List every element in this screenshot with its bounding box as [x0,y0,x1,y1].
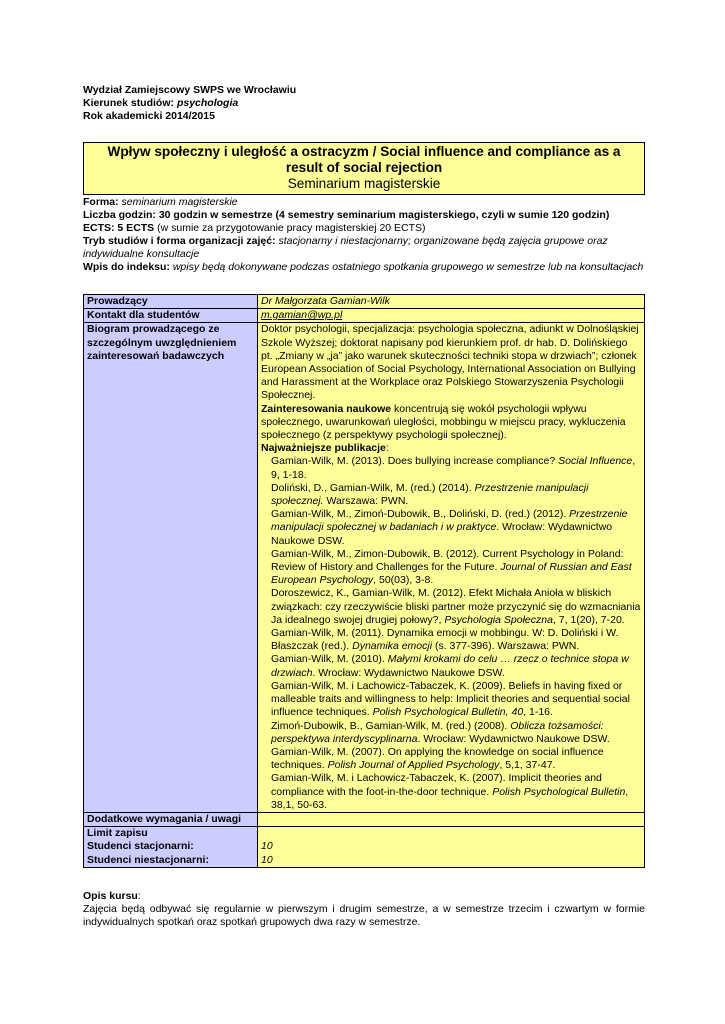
publication-item: Zimoń-Dubowik, B., Gamian-Wilk, M. (red.) (2008). Oblicza tożsamości: perspektywa interdyscyplinarna. Wrocław: Wydawnictwo Naukowe DSW. [271,719,610,745]
publications-heading: Najważniejsze publikacje: [261,442,389,455]
contact-label: Kontakt dla studentów [84,309,258,323]
full-time-students-label: Studenci stacjonarni: [87,840,194,853]
study-mode-line-2: indywidualne konsultacje [83,248,200,260]
publication-item: Gamian-Wilk, M., Zimoń-Dubowik, B., Doliński, D. (red.) (2012). Przestrzenie manipulacji społecznej w badaniach i w praktyce. Wrocław: Wydawnictwo Naukowe DSW. [271,508,628,547]
publication-item: Gamian-Wilk, M. i Lachowicz-Tabaczek, K. (2009). Beliefs in having fixed or malleable traits and willingness to help: Implicit theories and sequential social influence techniques. Polish Psychological Bulletin, 40, 1-16. [271,679,630,719]
enrollment-limit-value [261,827,641,840]
publications-list [261,455,641,811]
ects-line: ECTS: 5 ECTS (w sumie za przygotowanie pracy magisterskiej 20 ECTS) [83,222,426,234]
publication-item: Gamian-Wilk, M. (2011). Dynamika emocji w mobbingu. W: D. Doliński i W. Błaszczak (red.). Dynamika emocji (s. 377-396). Warszawa: PWN. [271,627,619,653]
document-page [83,84,645,929]
course-description [83,890,645,929]
course-title-box [83,142,645,195]
contact-email-link[interactable]: m.gamian@wp.pl [261,309,343,322]
field-of-study-value: psychologia [176,97,239,109]
field-of-study: Kierunek studiów: psychologia [83,97,239,109]
faculty-name: Wydział Zamiejscowy SWPS we Wrocławiu [83,84,297,96]
publication-item: Gamian-Wilk, M. (2007). On applying the knowledge on social influence techniques. Polish Journal of Applied Psychology, 5,1, 37-47. [271,745,604,772]
publication-item: Doroszewicz, K., Gamian-Wilk, M. (2012). Efekt Michała Anioła w bliskich związkach: czy rzeczywiście bliski partner może przyczynić się do wzmacniania Ja idealnego swojej drugiej połowy?, Psychologia Społeczna, 7, 1(20), 7-20. [271,587,641,626]
research-interests: Zainteresowania naukowe koncentrują się wokół psychologii wpływu społecznego, uwarunkowań uległości, mobbingu w miejscu pracy, wykluczenia społecznego (z perspektywy psychologii społecznej). [261,402,626,442]
enrollment-limit-label: Limit zapisu [87,827,148,840]
course-description-text: Zajęcia będą odbywać się regularnie w pierwszym i drugim semestrze, a w semestrze trzecim i czwartym w formie indywidualnych spotkań oraz spotkań grupowych dwa razy w semestrze. [83,902,645,928]
academic-year: Rok akademicki 2014/2015 [83,110,215,122]
index-entry-line: Wpis do indeksu: wpisy będą dokonywane podczas ostatniego spotkania grupowego w semestrze lub na konsultacjach [83,261,644,273]
course-details-table [83,294,645,868]
full-time-students-value: 10 [261,840,273,853]
table-row [84,323,645,813]
publication-item: Gamian-Wilk, M. (2010). Małymi krokami do celu … rzecz o technice stopa w drzwiach. Wrocław: Wydawnictwo Naukowe DSW. [271,653,629,679]
course-description-heading: Opis kursu: [83,889,141,902]
study-mode-line: Tryb studiów i forma organizacji zajęć: stacjonarny i niestacjonarny; organizowane będą zajęcia grupowe oraz [83,235,608,247]
publication-item: Gamian-Wilk, M. i Lachowicz-Tabaczek, K. (2007). Implicit theories and compliance with the foot-in-the-door technique. Polish Psychological Bulletin, 38,1, 50-63. [271,772,629,811]
form-line: Forma: seminarium magisterskie [83,196,238,208]
table-row [84,309,645,323]
publication-item: Gamian-Wilk, M. (2013). Does bullying increase compliance? Social Influence, 9, 1-18. [271,455,636,481]
part-time-students-value: 10 [261,853,273,866]
document-header [83,84,645,123]
biography-label: Biogram prowadzącego ze szczególnym uwzględnieniem zainteresowań badawczych [84,323,258,813]
hours-line: Liczba godzin: 30 godzin w semestrze (4 semestry seminarium magisterskiego, czyli w sumie 120 godzin) [83,209,610,221]
publication-item: Gamian-Wilk, M., Zimon-Dubowik, B. (2012). Current Psychology in Poland: Review of History and Challenges for the Future. Journal of Russian and East European Psychology, 50(03), 3-8. [271,547,632,587]
part-time-students-label: Studenci niestacjonarni: [87,853,209,866]
table-row [84,295,645,309]
table-row [84,827,645,868]
table-row [84,812,645,826]
biography-value [258,323,645,813]
course-info [83,196,645,274]
course-title: Wpływ społeczny i uległość a ostracyzm / Social influence and compliance as a result of social rejection [107,144,621,175]
additional-requirements-label: Dodatkowe wymagania / uwagi [84,812,258,826]
instructor-label: Prowadzący [84,295,258,309]
additional-requirements-value [258,812,645,826]
publication-item: Doliński, D., Gamian-Wilk, M. (red.) (2014). Przestrzenie manipulacji społecznej. Warszawa: PWN. [271,481,589,508]
biography-intro: Doktor psychologii, specjalizacja: psychologia społeczna, adiunkt w Dolnośląskiej Szkole Wyższej; doktorat napisany pod kierunkiem prof. dr hab. D. Dolińskiego pt. „Zmiany w „ja” jako warunek skuteczności techniki stopa w drzwiach”; członek European Association of Social Psychology, International Association on Bullying and Harassment at the Workplace oraz Polskiego Stowarzyszenia Psychologii Społecznej. [261,323,639,402]
instructor-value: Dr Małgorzata Gamian-Wilk [258,295,645,309]
course-subtitle: Seminarium magisterskie [287,176,441,191]
